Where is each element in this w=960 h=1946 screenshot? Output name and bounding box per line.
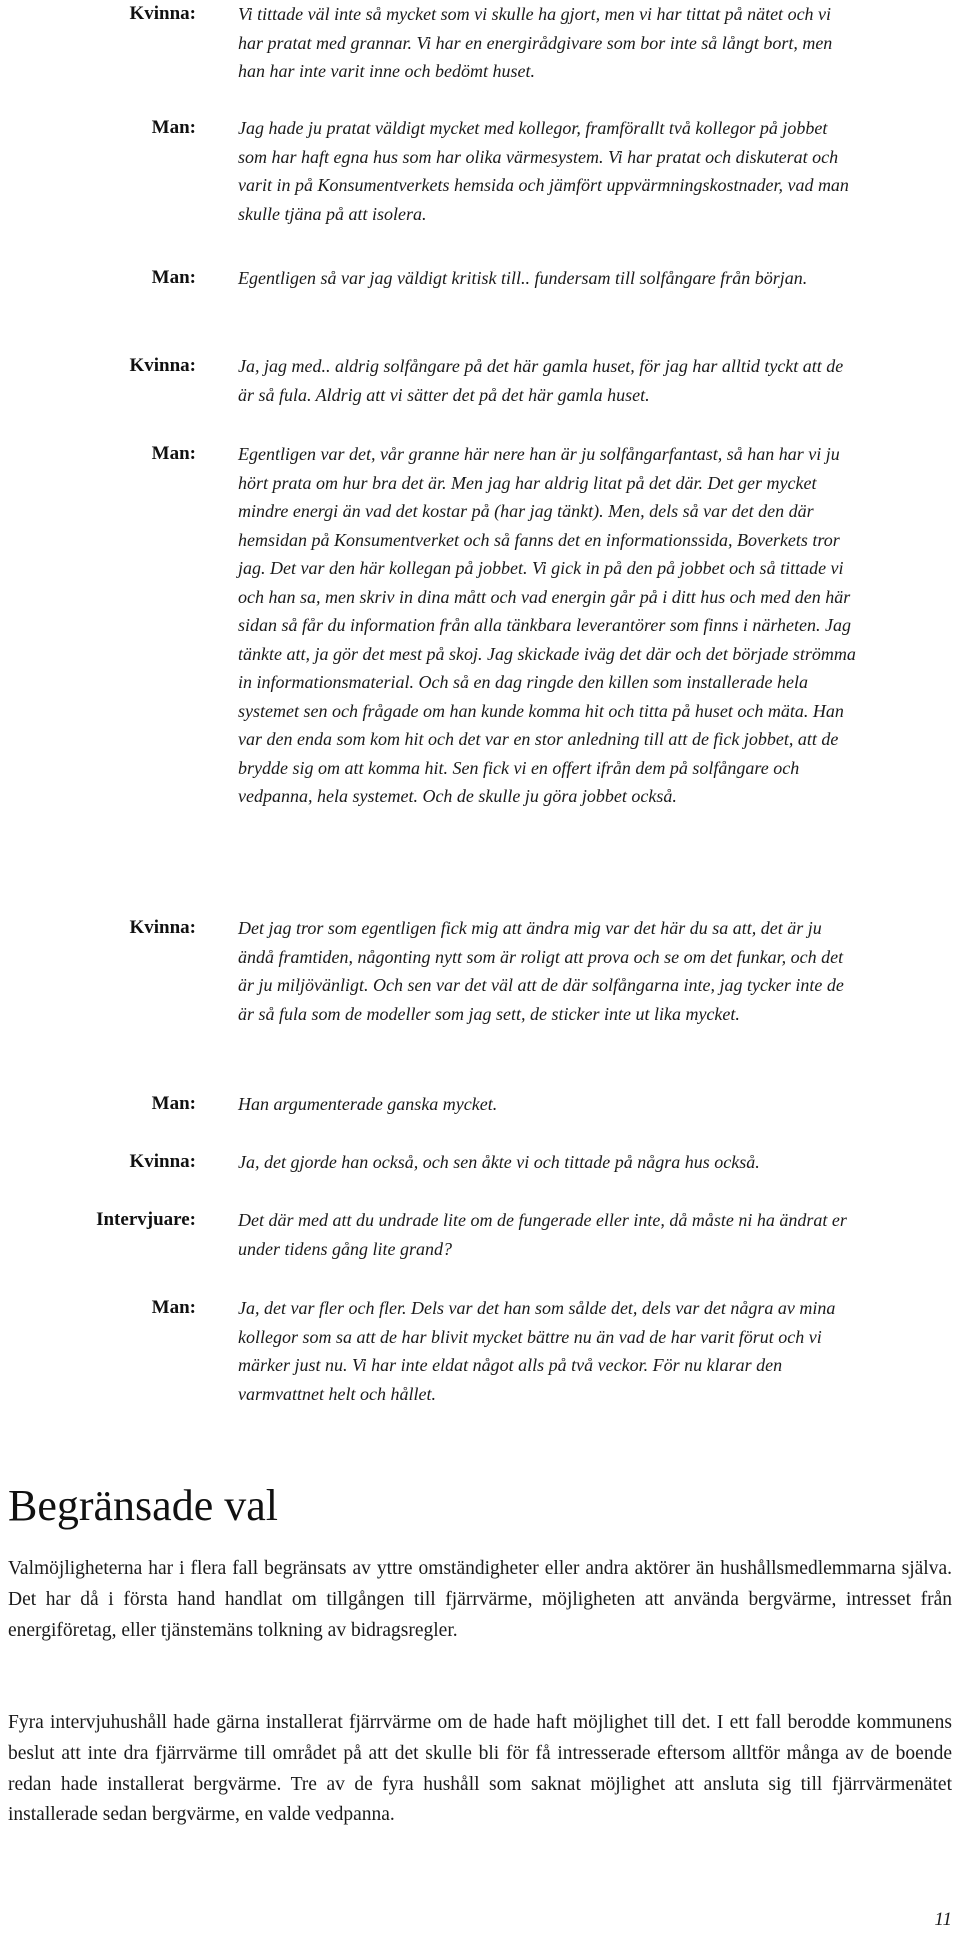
transcript-turn bbox=[0, 0, 960, 86]
transcript-turn bbox=[0, 914, 960, 1028]
utterance-text: Jag hade ju pratat väldigt mycket med kollegor, framförallt två kollegor på jobbet som har haft egna hus som har olika värmesystem. Vi har pratat och diskuterat och varit in på Konsumentverkets hemsida och jämfört uppvärmningskostnader, vad man skulle tjäna på att isolera. bbox=[238, 118, 849, 224]
transcript-turn bbox=[0, 1148, 960, 1177]
utterance-text: Ja, jag med.. aldrig solfångare på det här gamla huset, för jag har alltid tyckt att de är så fula. Aldrig att vi sätter det på det här gamla huset. bbox=[238, 356, 844, 405]
body-paragraph: Valmöjligheterna har i flera fall begränsats av yttre omständigheter eller andra aktörer än hushållsmedlemmarna själva. Det har då i första hand handlat om tillgången till fjärrvärme, möjligheten att använda bergvärme, intresset från energiföretag, eller tjänstemäns tolkning av bidragsregler. bbox=[8, 1558, 952, 1641]
speaker-label: Intervjuare: bbox=[96, 1209, 196, 1230]
transcript-turn bbox=[0, 1206, 960, 1263]
utterance-text: Vi tittade väl inte så mycket som vi skulle ha gjort, men vi har tittat på nätet och vi har pratat med grannar. Vi har en energirådgivare som bor inte så långt bort, men han har inte varit inne och bedömt huset. bbox=[238, 4, 833, 81]
speaker-label: Kvinna: bbox=[129, 355, 196, 376]
speaker-label: Man: bbox=[151, 117, 196, 138]
speaker-label: Man: bbox=[151, 1093, 196, 1114]
speaker-label: Man: bbox=[151, 267, 196, 288]
transcript-turn bbox=[0, 352, 960, 409]
section-heading: Begränsade val bbox=[8, 1481, 278, 1530]
utterance-text: Det jag tror som egentligen fick mig att ändra mig var det här du sa att, det är ju ändå framtiden, någonting nytt som är roligt att prova och se om det funkar, och det är ju miljövänligt. Och sen var det väl att de där solfångarna inte, jag tycker inte de är så fula som de modeller som jag sett, de sticker inte ut lika mycket. bbox=[238, 918, 844, 1024]
transcript-turn bbox=[0, 1090, 960, 1119]
speaker-label: Kvinna: bbox=[129, 3, 196, 24]
utterance-text: Egentligen var det, vår granne här nere han är ju solfångarfantast, så han har vi ju hört prata om hur bra det är. Men jag har aldrig litat på det där. Det ger mycket mindre energi än vad det kostar på (har jag tänkt). Men, dels så var det den där hemsidan på Konsumentverket och så fanns det en informationssida, Boverkets tror jag. Det var den här kollegan på jobbet. Vi gick in på den på jobbet och så tittade vi och han sa, men skriv in dina mått och vad energin går på i ditt hus och med den här sidan så får du information från alla tänkbara leverantörer som finns i närheten. Jag tänkte att, ja gör det mest på skoj. Jag skickade iväg det där och det började strömma in informationsmaterial. Och så en dag ringde den killen som installerade hela systemet sen och frågade om han kunde komma hit och titta på huset och mäta. Han var den enda som kom hit och det var en stor anledning till att de fick jobbet, att de brydde sig om att komma hit. Sen fick vi en offert ifrån dem på solfångare och vedpanna, hela systemet. Och de skulle ju göra jobbet också. bbox=[238, 444, 856, 806]
speaker-label: Man: bbox=[151, 443, 196, 464]
speaker-label: Man: bbox=[151, 1297, 196, 1318]
transcript-turn bbox=[0, 1294, 960, 1408]
utterance-text: Ja, det gjorde han också, och sen åkte vi och tittade på några hus också. bbox=[238, 1152, 760, 1172]
utterance-text: Ja, det var fler och fler. Dels var det han som sålde det, dels var det några av mina kollegor som sa att de har blivit mycket bättre nu än vad de har varit förut och vi märker just nu. Vi har inte eldat något alls på två veckor. För nu klarar den varmvattnet helt och hållet. bbox=[238, 1298, 836, 1404]
page-number: 11 bbox=[934, 1909, 952, 1930]
transcript-turn bbox=[0, 114, 960, 228]
transcript-turn bbox=[0, 264, 960, 293]
utterance-text: Han argumenterade ganska mycket. bbox=[238, 1094, 498, 1114]
body-paragraph: Fyra intervjuhushåll hade gärna installerat fjärrvärme om de hade haft möjlighet till det. I ett fall berodde kommunens beslut att inte dra fjärrvärme till området på att det skulle bli för få intresserade eftersom alltför många av de boende redan hade installerat bergvärme. Tre av de fyra hushåll som saknat möjlighet att ansluta sig till fjärrvärmenätet installerade sedan bergvärme, en valde vedpanna. bbox=[8, 1712, 952, 1826]
utterance-text: Egentligen så var jag väldigt kritisk till.. fundersam till solfångare från början. bbox=[238, 268, 808, 288]
transcript-turn bbox=[0, 440, 960, 811]
speaker-label: Kvinna: bbox=[129, 1151, 196, 1172]
utterance-text: Det där med att du undrade lite om de fungerade eller inte, då måste ni ha ändrat er under tidens gång lite grand? bbox=[238, 1210, 847, 1259]
speaker-label: Kvinna: bbox=[129, 917, 196, 938]
